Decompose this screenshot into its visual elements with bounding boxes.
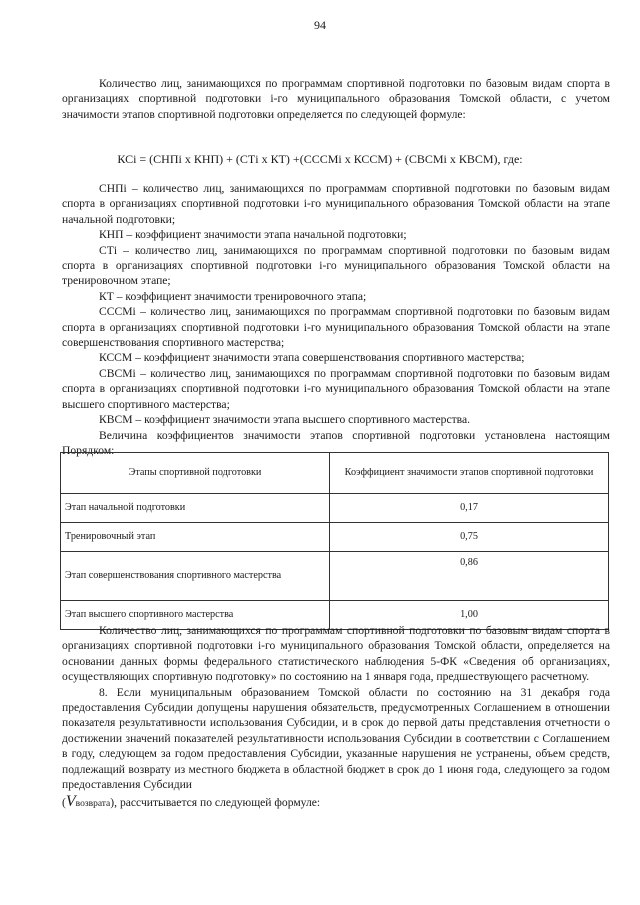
coefficients-intro: Величина коэффициентов значимости этапов спортивной подготовки установлена настоящим Порядком: (62, 428, 610, 457)
after-table-paragraph: Количество лиц, занимающихся по программам спортивной подготовки по базовым видам спорта в организациях спортивной подготовки i-го муниципального образования Томской области, определяется на основании данных формы федерального статистического наблюдения 5-ФК «Сведения об организациях, осуществляющих спортивную подготовку» по состоянию на 1 января года, предшествующего расчетному. (62, 624, 610, 684)
stage-cell: Этап совершенствования спортивного мастерства (61, 552, 330, 601)
stage-cell: Этап высшего спортивного мастерства (61, 601, 330, 630)
page-number: 94 (314, 18, 326, 32)
value-cell: 0,75 (330, 523, 609, 552)
definition-svsm: СВСМi – количество лиц, занимающихся по программам спортивной подготовки по базовым видам спорта в организациях спортивной подготовки i-го муниципального образования Томской области на этапе высшего спортивного мастерства; (62, 366, 610, 411)
definition-sssm: СССМi – количество лиц, занимающихся по программам спортивной подготовки по базовым видам спорта в организациях спортивной подготовки i-го муниципального образования Томской области на этапе совершенствования спортивного мастерства; (62, 305, 610, 350)
stage-cell: Этап начальной подготовки (61, 494, 330, 523)
v-return-line (62, 794, 610, 812)
definition-st: СТi – количество лиц, занимающихся по программам спортивной подготовки по базовым видам спорта в организациях спортивной подготовки i-го муниципального образования Томской области на тренировочном этапе; (62, 243, 610, 288)
intro-paragraph-block (62, 76, 610, 122)
formula-ks: КСi = (СНПi x КНП) + (СТi x КТ) +(СССМi x КССМ) + (СВСМi x КВСМ), где: (117, 152, 523, 166)
coefficients-table (60, 452, 609, 630)
definition-kvsm: КВСМ – коэффициент значимости этапа высшего спортивного мастерства. (99, 413, 471, 427)
intro-paragraph: Количество лиц, занимающихся по программам спортивной подготовки по базовым видам спорта в организациях спортивной подготовки i-го муниципального образования Томской области, с учетом значимости этапов спортивной подготовки определяется по следующей формуле: (62, 77, 610, 121)
header-coefficient: Коэффициент значимости этапов спортивной подготовки (330, 453, 609, 494)
value-cell: 0,86 (330, 552, 609, 601)
v-open-paren: ( (62, 796, 66, 810)
table-row (61, 552, 609, 601)
definition-kssm: КССМ – коэффициент значимости этапа совершенствования спортивного мастерства; (99, 351, 525, 365)
table-row (61, 494, 609, 523)
v-subscript: возврата (75, 799, 111, 810)
value-cell: 1,00 (330, 601, 609, 630)
table-header-row (61, 453, 609, 494)
table-row (61, 523, 609, 552)
v-close-text: ), рассчитывается по следующей формуле: (110, 796, 321, 810)
definition-snp: СНПi – количество лиц, занимающихся по программам спортивной подготовки по базовым видам спорта в организациях спортивной подготовки i-го муниципального образования Томской области на этапе начальной подготовки; (62, 182, 610, 226)
stage-cell: Тренировочный этап (61, 523, 330, 552)
closing-block (62, 623, 610, 813)
point-8-paragraph: 8. Если муниципальным образованием Томской области по состоянию на 31 декабря года предоставления Субсидии допущены нарушения обязательств, предусмотренных Соглашением в отношении показателя результативности использования Субсидии, и в срок до первой даты представления отчетности о достижении значений показателей результативности использования Субсидии в соответствии с Соглашением в году, следующем за годом предоставления Субсидии, указанные нарушения не устранены, объем средств, подлежащий возврату из местного бюджета в областной бюджет в срок до 1 июня года, следующего за годом предоставления Субсидии (62, 685, 610, 792)
definition-knp: КНП – коэффициент значимости этапа начальной подготовки; (99, 228, 407, 242)
value-cell: 0,17 (330, 494, 609, 523)
header-stages: Этапы спортивной подготовки (61, 453, 330, 494)
v-symbol: V (65, 793, 76, 811)
definitions-block (62, 181, 610, 458)
definition-kt: КТ – коэффициент значимости тренировочного этапа; (99, 289, 367, 303)
